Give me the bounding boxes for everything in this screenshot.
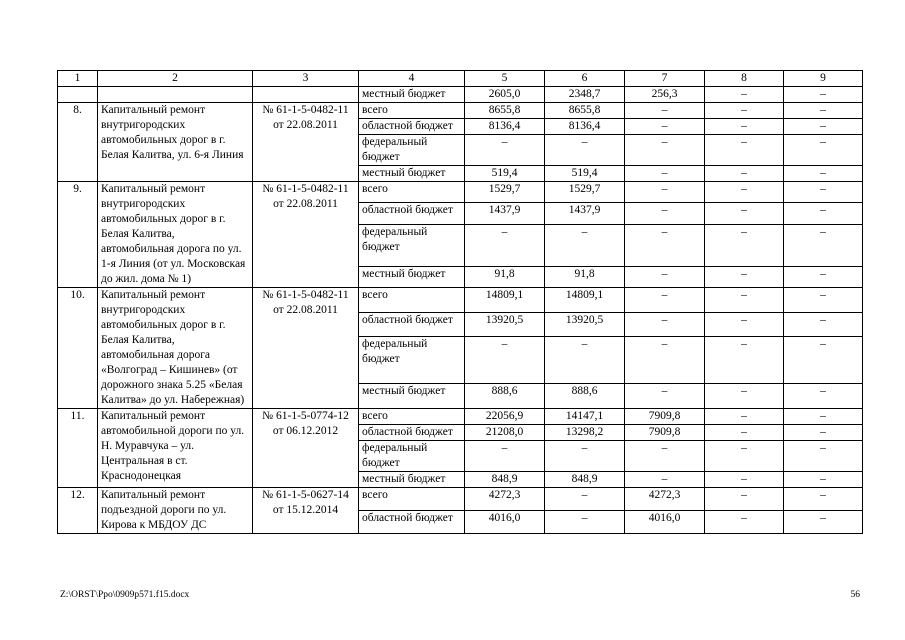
value-cell-8: – [705,119,784,135]
project-name-cell: Капитальный ремонт внутригородских автомобильных дорог в г. Белая Калитва, автомобильная дорога «Волгоград – Кишинев» (от дорожного знака 5.25 «Белая Калитва» до ул. Набережная) [98,288,253,409]
value-cell-9: – [784,312,863,337]
value-cell-5: 4016,0 [465,511,545,534]
value-cell-9: – [784,224,863,266]
column-number-row [58,71,863,87]
value-cell-9: – [784,425,863,441]
value-cell-6: 91,8 [545,266,625,288]
value-cell-7: – [625,182,705,203]
value-cell-9: – [784,166,863,182]
value-cell-6: – [545,135,625,166]
value-cell-5: 2605,0 [465,87,545,103]
value-cell-8: – [705,409,784,425]
value-cell-7: – [625,166,705,182]
value-cell-9: – [784,511,863,534]
value-cell-7: – [625,337,705,384]
col-header-1: 1 [58,71,98,87]
value-cell-9: – [784,441,863,472]
budget-type-cell: всего [359,182,465,203]
value-cell-5: 4272,3 [465,488,545,511]
value-cell-6: 888,6 [545,384,625,409]
value-cell-7: – [625,224,705,266]
table-row [58,488,863,511]
expertise-doc-cell: № 61-1-5-0482-11 от 22.08.2011 [253,182,359,288]
value-cell-7: – [625,441,705,472]
col-header-2: 2 [98,71,253,87]
value-cell-7: – [625,384,705,409]
empty-cell [58,87,98,103]
value-cell-9: – [784,488,863,511]
continuation-row [58,87,863,103]
financing-table [57,70,863,534]
budget-type-cell: областной бюджет [359,511,465,534]
value-cell-6: 519,4 [545,166,625,182]
value-cell-9: – [784,119,863,135]
value-cell-5: – [465,224,545,266]
table-row [58,409,863,425]
item-number-cell: 9. [58,182,98,288]
budget-type-cell: областной бюджет [359,119,465,135]
value-cell-6: 14809,1 [545,288,625,313]
budget-type-cell: всего [359,103,465,119]
value-cell-8: – [705,425,784,441]
value-cell-6: – [545,488,625,511]
table-row [58,182,863,203]
value-cell-5: 14809,1 [465,288,545,313]
value-cell-8: – [705,182,784,203]
budget-type-cell: областной бюджет [359,312,465,337]
value-cell-8: – [705,488,784,511]
value-cell-5: 888,6 [465,384,545,409]
budget-type-cell: областной бюджет [359,425,465,441]
expertise-doc-cell: № 61-1-5-0482-11 от 22.08.2011 [253,103,359,182]
value-cell-5: 1529,7 [465,182,545,203]
value-cell-8: – [705,337,784,384]
empty-cell [98,87,253,103]
budget-type-cell: местный бюджет [359,266,465,288]
table-row [58,288,863,313]
value-cell-9: – [784,266,863,288]
value-cell-9: – [784,87,863,103]
value-cell-6: 2348,7 [545,87,625,103]
budget-type-cell: федеральный бюджет [359,337,465,384]
value-cell-5: 8655,8 [465,103,545,119]
value-cell-6: 1529,7 [545,182,625,203]
value-cell-9: – [784,384,863,409]
value-cell-8: – [705,312,784,337]
value-cell-6: 848,9 [545,472,625,488]
expertise-doc-cell: № 61-1-5-0774-12 от 06.12.2012 [253,409,359,488]
budget-type-cell: федеральный бюджет [359,441,465,472]
document-path: Z:\ORST\Ppo\0909p571.f15.docx [60,590,190,600]
item-number-cell: 8. [58,103,98,182]
value-cell-5: – [465,135,545,166]
page-number: 56 [850,590,860,600]
value-cell-6: 1437,9 [545,203,625,224]
value-cell-9: – [784,135,863,166]
budget-type-cell: местный бюджет [359,87,465,103]
value-cell-6: – [545,224,625,266]
value-cell-5: – [465,337,545,384]
col-header-9: 9 [784,71,863,87]
budget-type-cell: местный бюджет [359,166,465,182]
col-header-5: 5 [465,71,545,87]
budget-type-cell: федеральный бюджет [359,135,465,166]
value-cell-6: – [545,441,625,472]
value-cell-8: – [705,224,784,266]
value-cell-6: 13298,2 [545,425,625,441]
value-cell-5: 1437,9 [465,203,545,224]
project-name-cell: Капитальный ремонт подъездной дороги по ул. Кирова к МБДОУ ДС [98,488,253,534]
budget-type-cell: местный бюджет [359,384,465,409]
project-name-cell: Капитальный ремонт внутригородских автомобильных дорог в г. Белая Калитва, автомобильная дорога по ул. 1-я Линия (от ул. Московская до жил. дома № 1) [98,182,253,288]
budget-type-cell: федеральный бюджет [359,224,465,266]
budget-type-cell: местный бюджет [359,472,465,488]
value-cell-7: 4272,3 [625,488,705,511]
value-cell-7: – [625,288,705,313]
value-cell-9: – [784,182,863,203]
value-cell-5: – [465,441,545,472]
value-cell-9: – [784,203,863,224]
value-cell-6: 8136,4 [545,119,625,135]
value-cell-6: – [545,511,625,534]
value-cell-8: – [705,87,784,103]
value-cell-5: 8136,4 [465,119,545,135]
value-cell-9: – [784,409,863,425]
value-cell-7: – [625,266,705,288]
value-cell-8: – [705,203,784,224]
value-cell-7: – [625,135,705,166]
value-cell-7: – [625,472,705,488]
value-cell-9: – [784,472,863,488]
item-number-cell: 12. [58,488,98,534]
value-cell-8: – [705,472,784,488]
value-cell-7: 4016,0 [625,511,705,534]
value-cell-7: – [625,119,705,135]
value-cell-7: 256,3 [625,87,705,103]
value-cell-8: – [705,166,784,182]
value-cell-9: – [784,103,863,119]
value-cell-7: – [625,203,705,224]
value-cell-7: – [625,312,705,337]
value-cell-6: 14147,1 [545,409,625,425]
expertise-doc-cell: № 61-1-5-0627-14 от 15.12.2014 [253,488,359,534]
col-header-4: 4 [359,71,465,87]
budget-type-cell: областной бюджет [359,203,465,224]
value-cell-5: 13920,5 [465,312,545,337]
table-row [58,103,863,119]
value-cell-8: – [705,288,784,313]
value-cell-8: – [705,135,784,166]
value-cell-5: 519,4 [465,166,545,182]
budget-type-cell: всего [359,488,465,511]
value-cell-9: – [784,337,863,384]
empty-cell [253,87,359,103]
value-cell-8: – [705,384,784,409]
value-cell-6: 13920,5 [545,312,625,337]
value-cell-8: – [705,103,784,119]
col-header-3: 3 [253,71,359,87]
value-cell-8: – [705,441,784,472]
col-header-8: 8 [705,71,784,87]
item-number-cell: 11. [58,409,98,488]
value-cell-7: 7909,8 [625,425,705,441]
budget-type-cell: всего [359,409,465,425]
item-number-cell: 10. [58,288,98,409]
value-cell-5: 848,9 [465,472,545,488]
value-cell-9: – [784,288,863,313]
expertise-doc-cell: № 61-1-5-0482-11 от 22.08.2011 [253,288,359,409]
project-name-cell: Капитальный ремонт автомобильной дороги по ул. Н. Муравчука – ул. Центральная в ст. Краснодонецкая [98,409,253,488]
value-cell-5: 21208,0 [465,425,545,441]
value-cell-8: – [705,511,784,534]
col-header-6: 6 [545,71,625,87]
budget-type-cell: всего [359,288,465,313]
col-header-7: 7 [625,71,705,87]
value-cell-6: – [545,337,625,384]
value-cell-7: – [625,103,705,119]
value-cell-5: 91,8 [465,266,545,288]
value-cell-7: 7909,8 [625,409,705,425]
project-name-cell: Капитальный ремонт внутригородских автомобильных дорог в г. Белая Калитва, ул. 6-я Линия [98,103,253,182]
value-cell-5: 22056,9 [465,409,545,425]
value-cell-8: – [705,266,784,288]
value-cell-6: 8655,8 [545,103,625,119]
